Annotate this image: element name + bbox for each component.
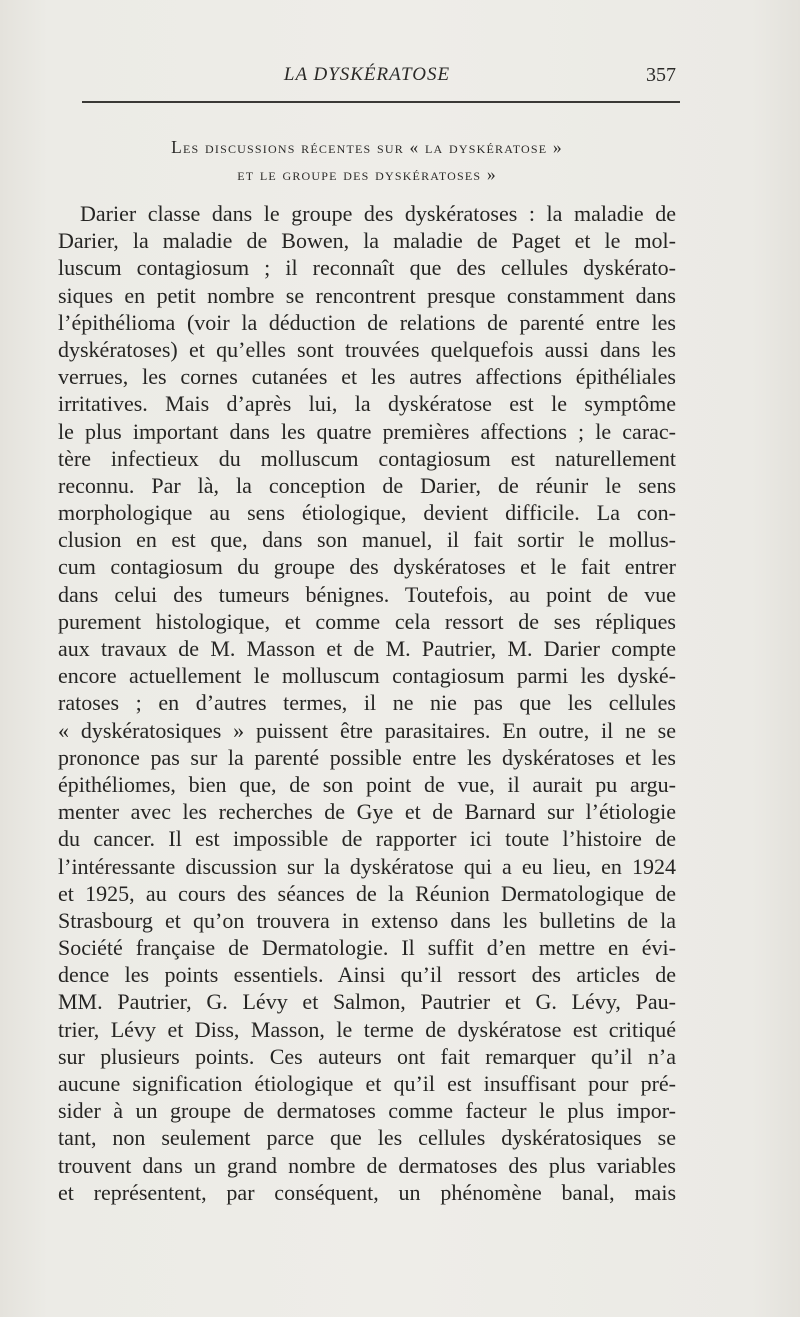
text-line: le plus important dans les quatre premières affections ; le carac- — [58, 418, 676, 444]
body-paragraph — [58, 200, 676, 1206]
text-line: « dyskératosiques » puissent être parasitaires. En outre, il ne se — [58, 717, 676, 743]
text-line: aucune signification étiologique et qu’il est insuffisant pour pré- — [58, 1071, 676, 1096]
text-line: et représentent, par conséquent, un phénomène banal, mais — [58, 1179, 676, 1205]
text-line: Société française de Dermatologie. Il suffit d’en mettre en évi- — [58, 935, 676, 961]
running-title: LA DYSKÉRATOSE — [283, 64, 451, 85]
section-heading — [58, 134, 676, 188]
text-line: trier, Lévy et Diss, Masson, le terme de dyskératose est critiqué — [58, 1016, 676, 1042]
text-line: tère infectieux du molluscum contagiosum est naturellement — [58, 445, 676, 471]
text-line: clusion en est que, dans son manuel, il fait sortir le mollus- — [58, 527, 676, 553]
text-line: reconnu. Par là, la conception de Darier, de réunir le sens — [58, 472, 676, 498]
text-line: luscum contagiosum ; il reconnaît que des cellules dyskérato- — [58, 255, 676, 281]
text-line: ratoses ; en d’autres termes, il ne nie pas que les cellules — [58, 690, 676, 716]
text-line: MM. Pautrier, G. Lévy et Salmon, Pautrier et G. Lévy, Pau- — [58, 989, 676, 1015]
running-header — [58, 62, 676, 92]
text-line: sider à un groupe de dermatoses comme facteur le plus impor- — [58, 1098, 676, 1124]
text-line: morphologique au sens étiologique, devient difficile. La con- — [58, 500, 676, 526]
text-line: dence les points essentiels. Ainsi qu’il ressort des articles de — [58, 962, 676, 988]
text-line: trouvent dans un grand nombre de dermatoses des plus variables — [58, 1152, 676, 1178]
text-line: menter avec les recherches de Gye et de Barnard sur l’étiologie — [58, 799, 676, 825]
text-line: encore actuellement le molluscum contagiosum parmi les dyské- — [58, 663, 676, 689]
text-line: l’épithélioma (voir la déduction de relations de parenté entre les — [58, 309, 676, 335]
text-line: cum contagiosum du groupe des dyskératoses et le fait entrer — [58, 554, 676, 580]
text-line: irritatives. Mais d’après lui, la dyskératose est le symptôme — [58, 391, 676, 417]
text-line: sur plusieurs points. Ces auteurs ont fait remarquer qu’il n’a — [58, 1043, 676, 1069]
text-line: siques en petit nombre se rencontrent presque constamment dans — [58, 282, 676, 308]
text-line: aux travaux de M. Masson et de M. Pautrier, M. Darier compte — [58, 636, 676, 661]
text-line: Strasbourg et qu’on trouvera in extenso dans les bulletins de la — [58, 907, 676, 933]
text-line: et 1925, au cours des séances de la Réunion Dermatologique de — [58, 880, 676, 906]
text-line: verrues, les cornes cutanées et les autres affections épithéliales — [58, 364, 676, 390]
text-line: tant, non seulement parce que les cellules dyskératosiques se — [58, 1125, 676, 1151]
text-line: dans celui des tumeurs bénignes. Toutefois, au point de vue — [58, 581, 676, 607]
text-line: l’intéressante discussion sur la dyskératose qui a eu lieu, en 1924 — [58, 853, 676, 879]
section-heading-line-1: Les discussions récentes sur « la dyskératose » — [171, 137, 563, 157]
text-line: du cancer. Il est impossible de rapporter ici toute l’histoire de — [58, 826, 676, 852]
text-line: épithéliomes, bien que, de son point de vue, il aurait pu argu- — [58, 771, 676, 797]
header-rule — [82, 101, 680, 103]
text-line: Darier classe dans le groupe des dyskératoses : la maladie de — [80, 201, 676, 226]
text-line: prononce pas sur la parenté possible entre les dyskératoses et les — [58, 744, 676, 770]
text-line: dyskératoses) et qu’elles sont trouvées quelquefois aussi dans les — [58, 336, 676, 362]
text-line: purement histologique, et comme cela ressort de ses répliques — [58, 608, 676, 634]
page-number: 357 — [646, 64, 676, 86]
text-line: Darier, la maladie de Bowen, la maladie de Paget et le mol- — [58, 228, 676, 254]
section-heading-line-2: et le groupe des dyskératoses » — [237, 164, 497, 184]
